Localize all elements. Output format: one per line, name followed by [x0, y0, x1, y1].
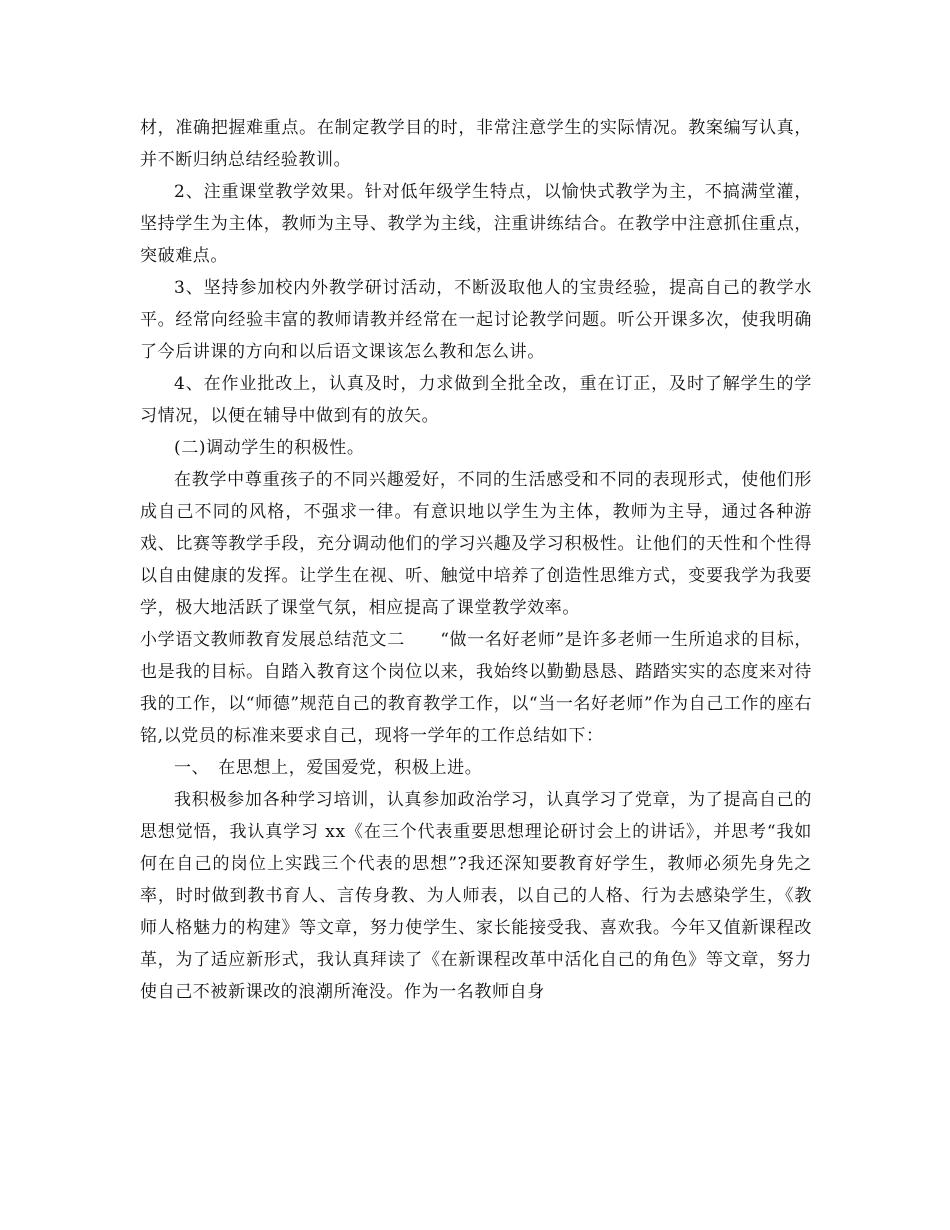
paragraph-item-3: 3、坚持参加校内外教学研讨活动，不断汲取他人的宝贵经验，提高自己的教学水平。经常向经验丰富的教师请教并经常在一起讨论教学问题。听公开课多次，使我明确了今后讲课的方向和以后语文课该怎么教和怎么讲。	[140, 278, 812, 362]
paragraph-student-motivation: 在教学中尊重孩子的不同兴趣爱好，不同的生活感受和不同的表现形式，使他们形成自己不同的风格，不强求一律。有意识地以学生为主体，教师为主导，通过各种游戏、比赛等教学手段，充分调动他们的学习兴趣及学习积极性。让他们的天性和个性得以自由健康的发挥。让学生在视、听、触觉中培养了创造性思维方式，变要我学为我要学，极大地活跃了课堂气氛，相应提高了课堂教学效率。	[140, 470, 812, 618]
section-heading-2: (二)调动学生的积极性。	[174, 438, 365, 458]
paragraph-study-training: 我积极参加各种学习培训，认真参加政治学习，认真学习了党章，为了提高自己的思想觉悟，我认真学习 xx《在三个代表重要思想理论研讨会上的讲话》，并思考“我如何在自己的岗位上实践三个代表的思想”?我还深知要教育好学生，教师必须先身先之率，时时做到教书育人、言传身教、为人师表，以自己的人格、行为去感染学生，《教师人格魅力的构建》等文章，努力使学生、家长能接受我、喜欢我。今年又值新课程改革，为了适应新形式，我认真拜读了《在新课程改革中活化自己的角色》等文章，努力使自己不被新课改的浪潮所淹没。作为一名教师自身	[140, 790, 812, 1002]
paragraph-item-2: 2、注重课堂教学效果。针对低年级学生特点，以愉快式教学为主，不搞满堂灌，坚持学生为主体，教师为主导、教学为主线，注重讲练结合。在教学中注意抓住重点，突破难点。	[140, 182, 812, 266]
document-body	[140, 112, 812, 1008]
paragraph-sample-two-intro: 小学语文教师教育发展总结范文二 “做一名好老师”是许多老师一生所追求的目标，也是我的目标。自踏入教育这个岗位以来，我始终以勤勤恳恳、踏踏实实的态度来对待我的工作，以“师德”规范自己的教育教学工作，以“当一名好老师”作为自己工作的座右铭,以党员的标准来要求自己，现将一学年的工作总结如下：	[140, 630, 812, 746]
paragraph-continuation: 材，准确把握难重点。在制定教学目的时，非常注意学生的实际情况。教案编写认真，并不断归纳总结经验教训。	[140, 118, 812, 170]
paragraph-item-4: 4、在作业批改上，认真及时，力求做到全批全改，重在订正，及时了解学生的学习情况，以便在辅导中做到有的放矢。	[140, 374, 812, 426]
section-heading-ideology: 一、 在思想上，爱国爱党，积极上进。	[174, 758, 483, 778]
